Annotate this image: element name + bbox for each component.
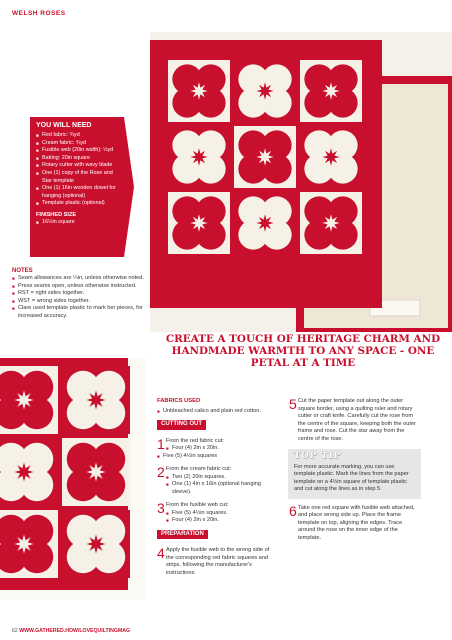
step-number: 2	[157, 464, 165, 480]
star-icon	[256, 82, 273, 99]
list-item: ■ Unbleached calico and plain red cotton.	[157, 408, 275, 416]
step-number: 6	[289, 502, 297, 519]
list-item: ■ Red fabric: ¾yd	[36, 132, 119, 140]
materials-list	[36, 132, 119, 208]
star-icon	[190, 82, 207, 99]
star-icon	[15, 535, 34, 554]
finished-size-title: FINISHED SIZE	[36, 211, 77, 218]
step-intro: From the red fabric cut:	[166, 437, 224, 444]
step-number: 3	[157, 500, 165, 516]
step-4	[157, 547, 275, 577]
star-icon	[190, 148, 207, 165]
fabrics-used-title: FABRICS USED	[157, 398, 201, 404]
step-intro: From the fusible web cut:	[166, 502, 229, 508]
star-icon	[256, 148, 273, 165]
star-icon	[256, 214, 273, 231]
notes-list	[12, 275, 148, 321]
star-icon	[190, 214, 207, 231]
footer-url: WWW.GATHERED.HOW/LOVEQUILTINGMAG	[19, 628, 130, 634]
list-item: ■ Fusible web (20in width): ½yd	[36, 147, 119, 155]
finished-size-list	[36, 219, 119, 227]
list-item: ■ Two (2) 20in squares.	[166, 474, 275, 482]
step-1	[157, 435, 275, 453]
list-item: ■ Four (4) 2in x 20in.	[166, 517, 275, 525]
list-item: ■ Template plastic (optional)	[36, 200, 119, 208]
star-icon	[322, 214, 339, 231]
instructions-column-2	[289, 398, 421, 542]
page-number: 62	[12, 628, 18, 634]
preparation-title: PREPARATION	[157, 530, 208, 540]
list-item: ■ Cream fabric: ¾yd	[36, 140, 119, 148]
step-5	[289, 398, 421, 443]
top-tip-box	[288, 449, 421, 499]
list-item: ■ WST = wrong sides together.	[12, 298, 148, 306]
top-tip-text: For more accurate marking, you can use template plastic. Mark the lines from the paper template on a 4½in square of template plastic and cut along the lines as in step 5.	[294, 463, 409, 492]
you-will-need-title: YOU WILL NEED	[36, 122, 92, 129]
step-intro: From the cream fabric cut:	[166, 466, 232, 472]
cutting-out-title: CUTTING OUT	[157, 420, 206, 430]
step-number: 4	[157, 545, 165, 561]
star-icon	[322, 148, 339, 165]
step-text: Take one red square with fusible web attached, and place wrong side up. Place the frame template on top, aligning the edges. Trace around the rose on the inner edge of the template.	[298, 504, 415, 541]
quilt-photo-closeup	[0, 358, 146, 600]
instructions-column-1	[157, 398, 275, 577]
step-6	[289, 502, 421, 543]
page-footer	[12, 628, 130, 634]
star-icon	[87, 463, 106, 482]
star-icon	[322, 82, 339, 99]
star-icon	[15, 463, 34, 482]
step-2	[157, 466, 275, 496]
list-item: ■ 16½in square	[36, 219, 119, 227]
list-item: ■ Batting: 20in square	[36, 155, 119, 163]
list-item: ■ Clare used template plastic to mark her pieces, for increased accuracy.	[12, 305, 148, 320]
list-item: ■ RST = right sides together.	[12, 290, 148, 298]
list-item: ■ Four (4) 2in x 20in.	[166, 445, 275, 453]
headline: CREATE A TOUCH OF HERITAGE CHARM AND HANDMADE WARMTH TO ANY SPACE - ONE PETAL AT A TIME	[165, 333, 441, 369]
list-item: ■ Rotary cutter with wavy blade	[36, 162, 119, 170]
star-icon	[87, 391, 106, 410]
list-item: ■ Five (5) 4½in squares.	[166, 510, 275, 518]
list-item: ■ One (1) copy of the Rose and Star template	[36, 170, 119, 185]
quilt-photo-main	[150, 32, 452, 332]
star-icon	[15, 391, 34, 410]
list-item: ■ Press seams open, unless otherwise instructed.	[12, 283, 148, 291]
star-icon	[87, 535, 106, 554]
top-tip-title: TOP TIP	[294, 451, 342, 461]
list-item: ■ Seam allowances are ¼in, unless otherwise noted.	[12, 275, 148, 283]
step-number: 5	[289, 396, 297, 412]
step-3	[157, 502, 275, 525]
step-text: Cut the paper template out along the outer square border, using a quilting ruler and rotary cutter or craft knife. Carefully cut the rose from the centre of the square, keeping both the outer frame and rose. Cut the star away from the centre of the rose.	[298, 398, 416, 442]
list-item: ■ One (1) 16in wooden dowel for hanging (optional)	[36, 185, 119, 200]
notes-section	[12, 268, 148, 321]
step-number: 1	[157, 435, 165, 452]
list-item: ■ One (1) 4in x 16in (optional hanging sleeve).	[166, 481, 275, 496]
page-header: WELSH ROSES	[12, 10, 66, 17]
you-will-need-panel	[30, 117, 124, 257]
step-text: Apply the fusible web to the wrong side of the corresponding red fabric squares and strips, following the manufacturer's instructions.	[166, 547, 270, 576]
notes-title: NOTES	[12, 268, 33, 274]
list-item: ■ Five (5) 4½in squares	[157, 453, 275, 461]
